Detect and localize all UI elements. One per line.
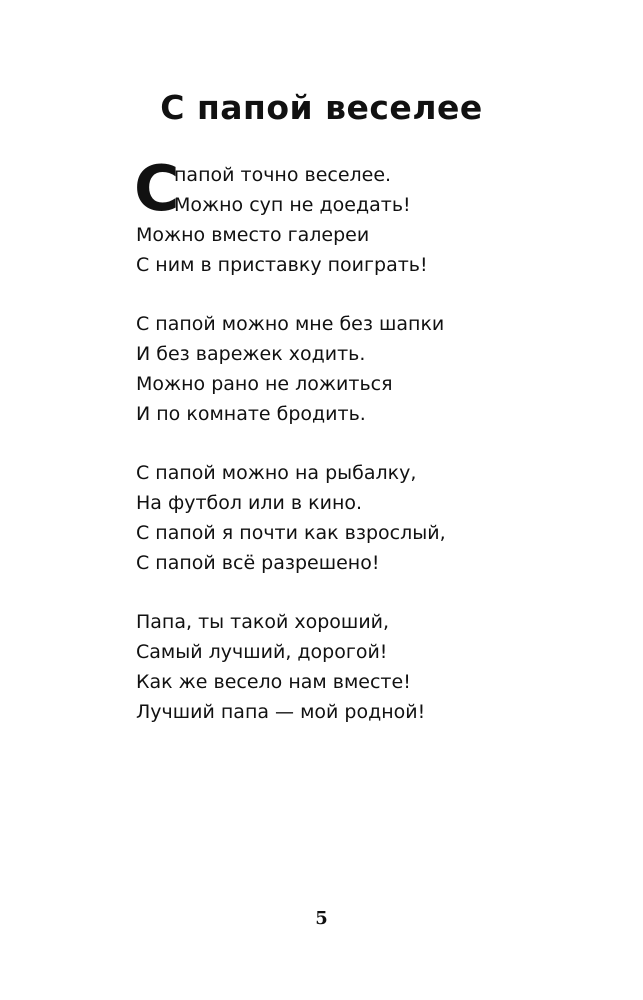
poem-line: Можно вместо галереи <box>136 224 370 246</box>
poem-line: С папой всё разрешено! <box>136 552 380 574</box>
poem-body <box>134 152 596 756</box>
poem-line: Самый лучший, дорогой! <box>136 641 388 663</box>
poem-line: Как же весело нам вместе! <box>136 671 411 693</box>
stanza-2 <box>136 309 596 429</box>
stanza-3 <box>136 458 596 578</box>
stanza-1 <box>134 152 596 280</box>
poem-line: С папой можно мне без шапки <box>136 313 445 335</box>
poem-line: И по комнате бродить. <box>136 403 366 425</box>
poem-line: Можно рано не ложиться <box>136 373 393 395</box>
poem-line: Можно суп не доедать! <box>174 194 411 216</box>
poem-line: Папа, ты такой хороший, <box>136 611 390 633</box>
drop-cap: С <box>134 152 180 225</box>
poem-line: С папой я почти как взрослый, <box>136 522 446 544</box>
page-number: 5 <box>315 908 328 929</box>
poem-line: Лучший папа — мой родной! <box>136 701 426 723</box>
poem-line: С папой можно на рыбалку, <box>136 462 417 484</box>
stanza-4 <box>136 607 596 727</box>
poem-line: И без варежек ходить. <box>136 343 366 365</box>
poem-line: С ним в приставку поиграть! <box>136 254 428 276</box>
poem-title: С папой веселее <box>160 88 483 127</box>
poem-line: папой точно веселее. <box>174 164 392 186</box>
poem-line: На футбол или в кино. <box>136 492 363 514</box>
